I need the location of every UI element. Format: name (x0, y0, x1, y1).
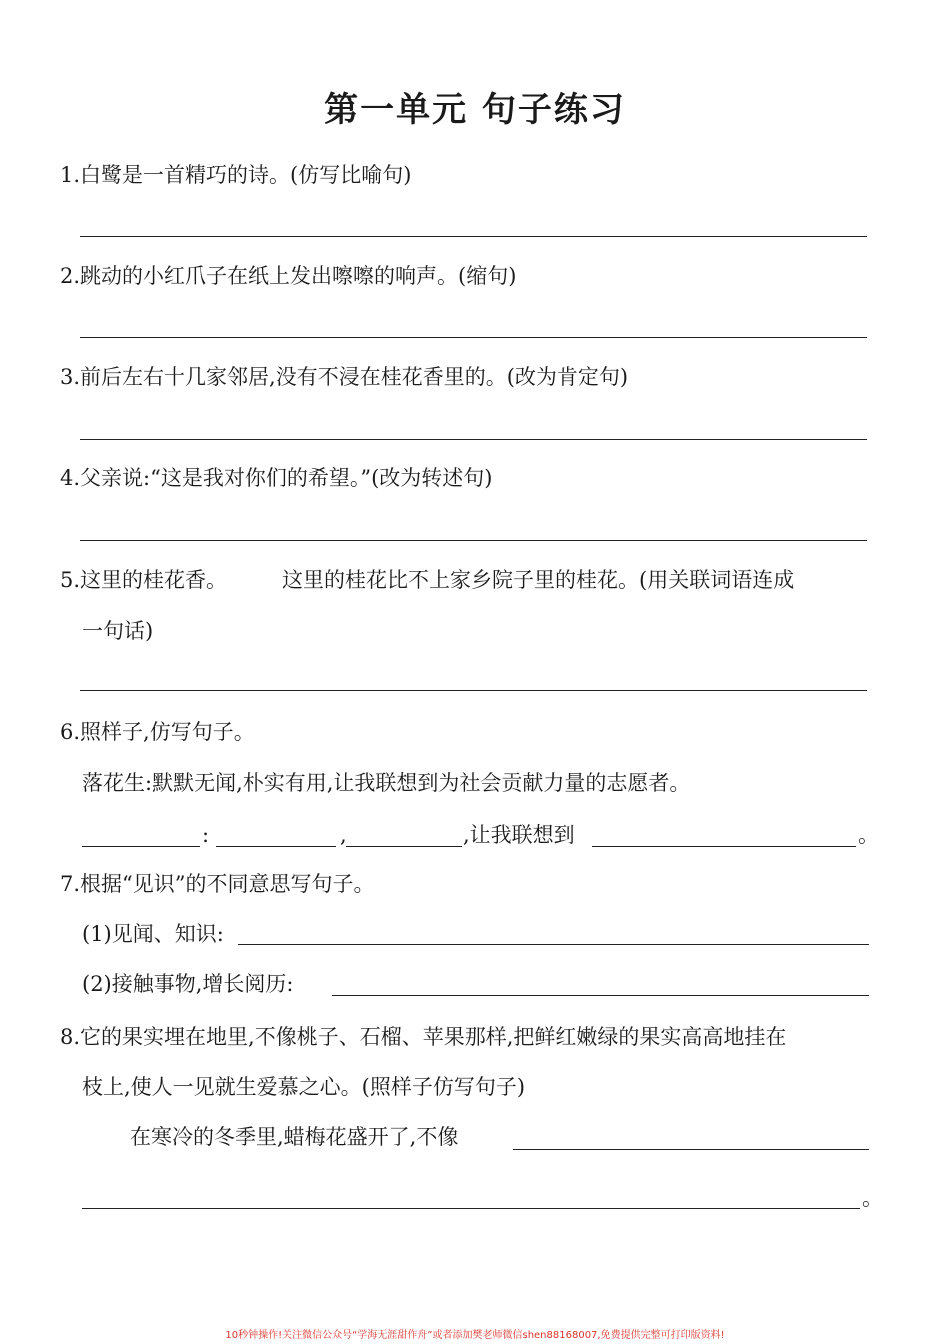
period-8: 。 (862, 1186, 883, 1210)
question-3: 3.前后左右十几家邻居,没有不浸在桂花香里的。(改为肯定句) (60, 365, 629, 389)
answer-line-7-1[interactable] (238, 944, 869, 945)
blank-6-trait2[interactable] (346, 846, 462, 847)
blank-6-trait1[interactable] (216, 846, 336, 847)
question-6: 6.照样子,仿写句子。 (60, 720, 255, 744)
answer-line-4[interactable] (80, 540, 867, 541)
question-4: 4.父亲说:“这是我对你们的希望。”(改为转述句) (60, 466, 493, 490)
question-7-sub1: (1)见闻、知识: (82, 922, 224, 946)
answer-line-7-2[interactable] (332, 995, 869, 996)
question-7: 7.根据“见识”的不同意思写句子。 (60, 872, 375, 896)
period-6: 。 (858, 823, 879, 847)
answer-line-3[interactable] (80, 439, 867, 440)
page-title: 第一单元 句子练习 (324, 90, 626, 130)
answer-line-5[interactable] (80, 690, 867, 691)
answer-line-8-1[interactable] (513, 1149, 869, 1150)
answer-line-8-2[interactable] (82, 1208, 860, 1209)
question-8-line2: 枝上,使人一见就生爱慕之心。(照样子仿写句子) (82, 1075, 526, 1099)
comma-6: , (340, 823, 347, 847)
footer-notice: 10秒钟操作!关注微信公众号“学海无涯甜作舟”或者添加樊老师微信shen88168007,免费提供完整可打印版资料! (225, 1330, 725, 1341)
question-8-line1: 8.它的果实埋在地里,不像桃子、石榴、苹果那样,把鲜红嫩绿的果实高高地挂在 (60, 1025, 787, 1049)
blank-6-subject[interactable] (82, 846, 200, 847)
question-5-part-a: 5.这里的桂花香。 (60, 568, 228, 592)
question-5-part-b: 这里的桂花比不上家乡院子里的桂花。(用关联词语连成 (282, 568, 795, 592)
question-6-mid: ,让我联想到 (463, 823, 575, 847)
colon-6: : (202, 823, 210, 847)
question-2: 2.跳动的小红爪子在纸上发出嚓嚓的响声。(缩句) (60, 264, 517, 288)
question-8-prompt: 在寒冷的冬季里,蜡梅花盛开了,不像 (130, 1125, 459, 1149)
answer-line-2[interactable] (80, 337, 867, 338)
blank-6-person[interactable] (592, 846, 856, 847)
question-1: 1.白鹭是一首精巧的诗。(仿写比喻句) (60, 163, 412, 187)
question-6-example: 落花生:默默无闻,朴实有用,让我联想到为社会贡献力量的志愿者。 (82, 771, 691, 795)
question-7-sub2: (2)接触事物,增长阅历: (82, 972, 294, 996)
answer-line-1[interactable] (80, 236, 867, 237)
question-5-line2: 一句话) (82, 619, 154, 643)
